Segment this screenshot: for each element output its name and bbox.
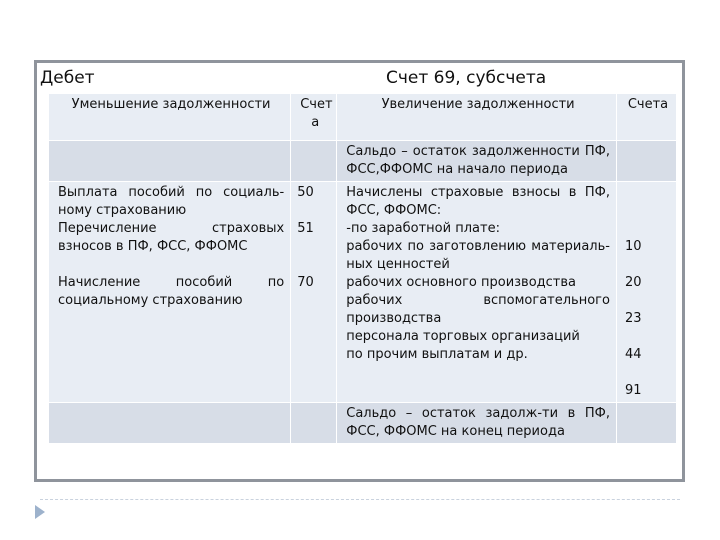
footer-divider [40,499,680,500]
credit-subheading: -по заработной плате: [346,221,500,236]
debit-line: Перечисление страховых взносов в ПФ, ФСС, ФФОМС [58,221,285,254]
account-number: 50 [297,185,314,200]
debit-heading: Дебет [40,68,95,88]
opening-balance-row [49,141,677,182]
account-number: 70 [297,275,314,290]
opening-balance-text: Сальдо – остаток задолженности ПФ, ФСС,ФФОМС на начало периода [337,141,617,182]
credit-line: по прочим выплатам и др. [346,347,528,362]
credit-line: персонала торговых организаций [346,329,580,344]
account-number: 91 [624,383,642,398]
debit-line: Выплата пособий по социаль-ному страхованию [58,185,285,218]
header-debit-description: Уменьшение задолженности [49,94,291,141]
debit-line: Начисление пособий по социальному страхованию [58,275,285,308]
account-number: 44 [624,347,642,362]
play-triangle-icon [35,505,45,519]
header-credit-description: Увеличение задолженности [337,94,617,141]
account-title: Счет 69, субсчета [386,68,547,88]
credit-line: рабочих вспомогательного производства [346,293,610,326]
credit-entries [337,182,617,403]
credit-line: рабочих основного производства [346,275,577,290]
credit-account-numbers [616,182,676,403]
account-number: 51 [297,221,314,236]
debit-entries [49,182,291,403]
empty-cell [291,403,337,444]
empty-cell [616,141,676,182]
account-heading [40,66,680,92]
header-credit-account: Счета [616,94,676,141]
empty-cell [49,403,291,444]
table-header-row [49,94,677,141]
debit-account-numbers [291,182,337,403]
closing-balance-row [49,403,677,444]
empty-cell [291,141,337,182]
account-number: 10 [624,239,642,254]
account-69-table [48,93,677,444]
credit-intro: Начислены страховые взносы в ПФ, ФСС, ФФОМС: [346,185,610,218]
closing-balance-text: Сальдо – остаток задолж-ти в ПФ, ФСС, ФФОМС на конец периода [337,403,617,444]
empty-cell [49,141,291,182]
turnover-row [49,182,677,403]
account-number: 20 [624,275,642,290]
credit-line: рабочих по заготовлению материаль-ных ценностей [346,239,610,272]
empty-cell [616,403,676,444]
header-debit-account: Счет а [291,94,337,141]
account-number: 23 [624,311,642,326]
